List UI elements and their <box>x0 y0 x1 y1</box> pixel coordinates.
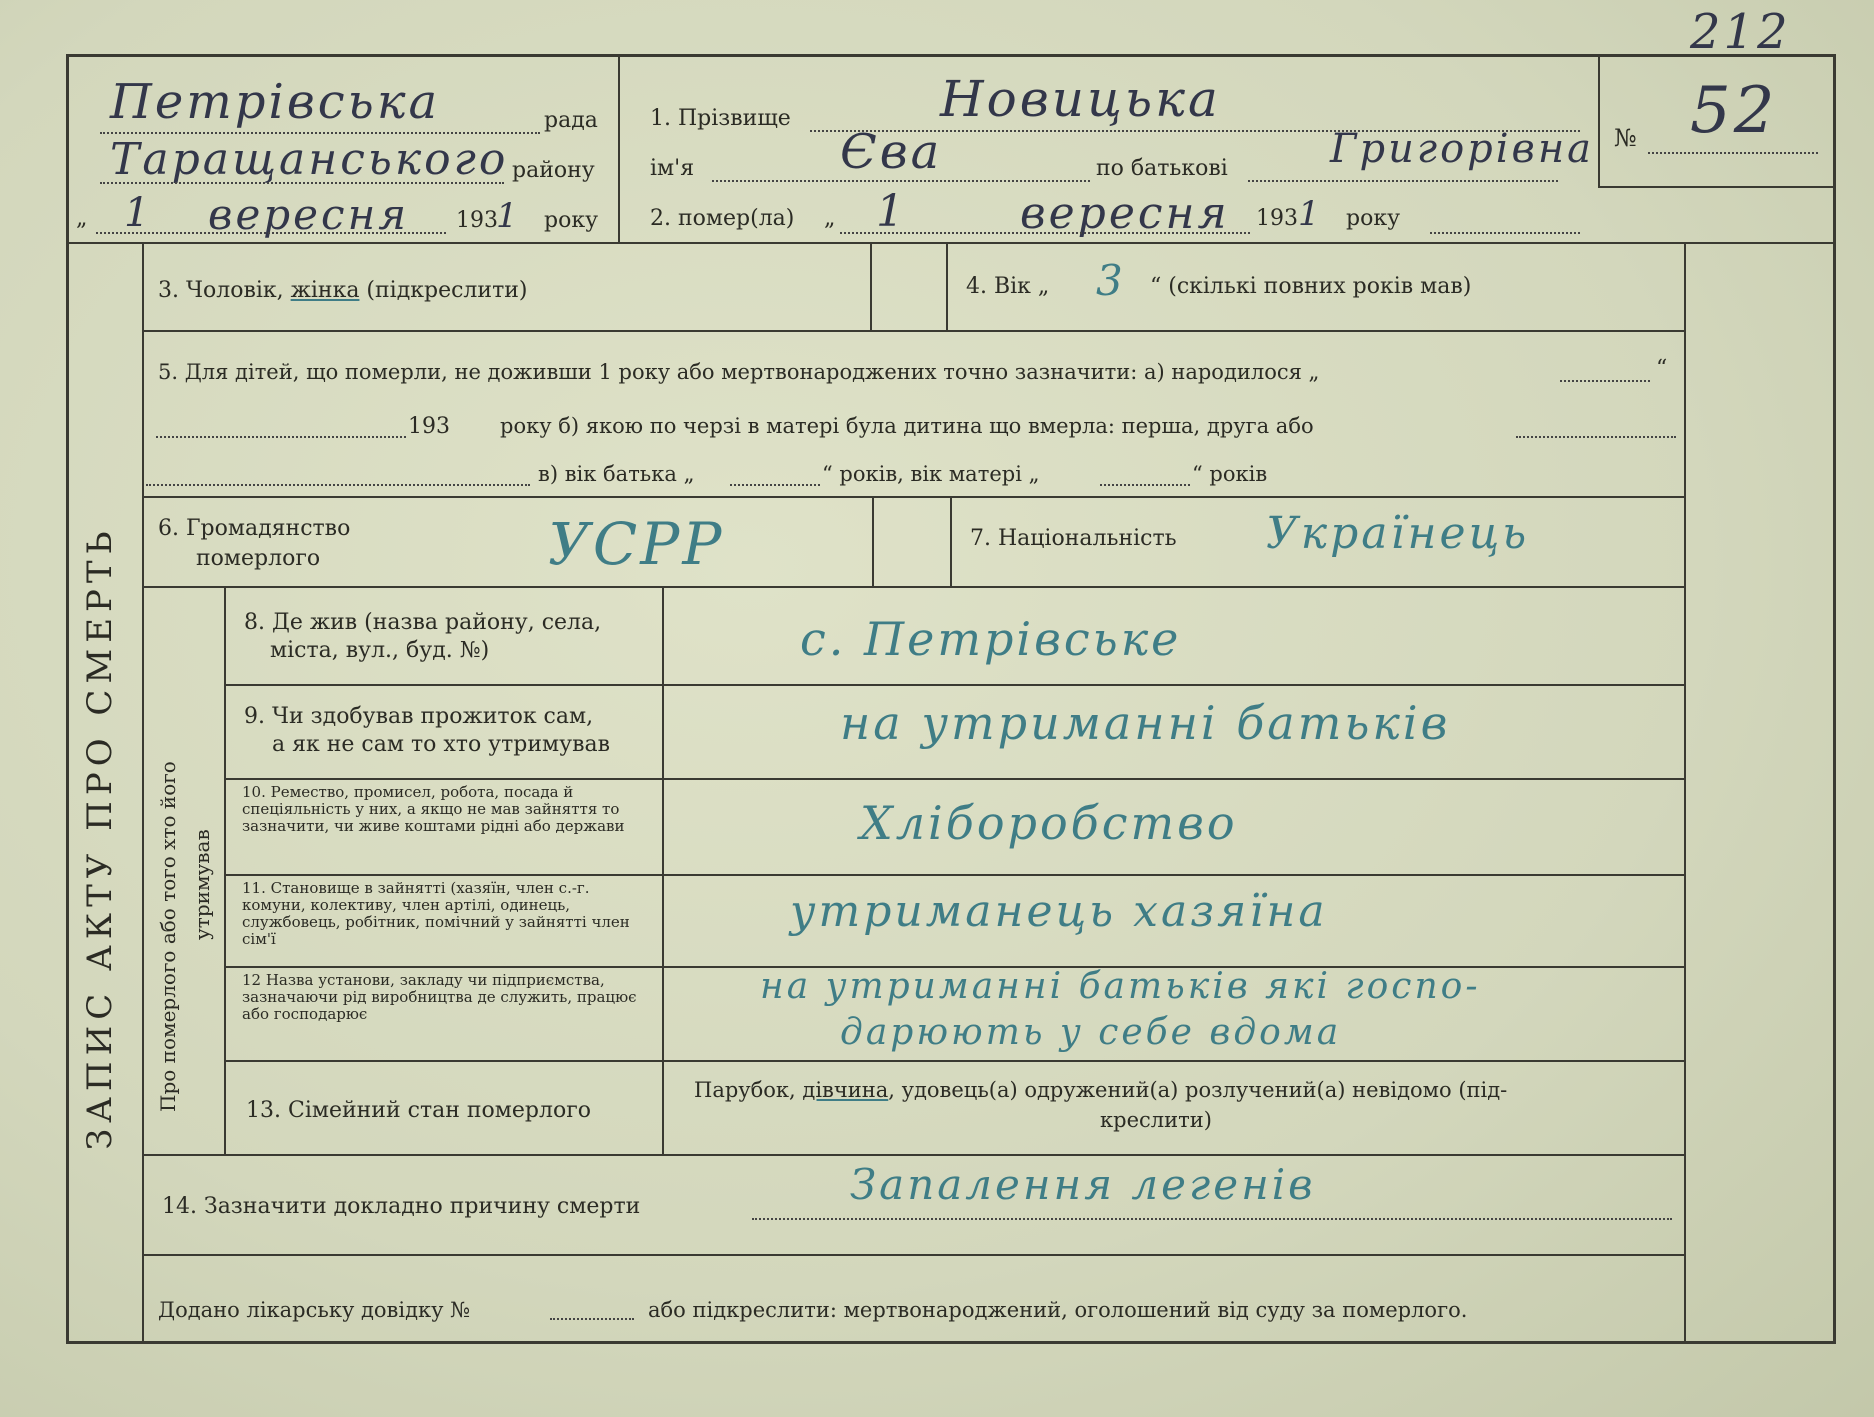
died-year-prefix: 193 <box>1256 206 1298 231</box>
field8-label2: міста, вул., буд. №) <box>270 638 490 663</box>
field5-order2-dotline <box>146 484 530 486</box>
died-month-handwritten: вересня <box>1020 188 1230 239</box>
field4-value-handwritten: 3 <box>1096 256 1126 305</box>
header-number-bottom <box>1598 186 1834 188</box>
died-year-label: року <box>1346 206 1401 231</box>
row67-divider-a <box>872 496 874 586</box>
field7-label: 7. Національність <box>970 526 1177 551</box>
number-dotline <box>1648 152 1818 154</box>
field8-label1: 8. Де жив (назва району, села, <box>244 610 602 635</box>
field14-label: 14. Зазначити докладно причину смерти <box>162 1194 641 1219</box>
field13-options: Парубок, дівчина, удовець(а) одружений(а) розлучений(а) невідомо (під- <box>694 1078 1508 1102</box>
patronymic-label: по батькові <box>1096 156 1228 181</box>
surname-label: 1. Прізвище <box>650 106 791 131</box>
header-divider-1 <box>618 56 620 242</box>
number-handwritten: 52 <box>1690 74 1778 148</box>
field6-label2: померлого <box>196 546 321 571</box>
row9-bottom <box>224 778 1686 780</box>
row14-bottom <box>142 1254 1686 1256</box>
patronymic-dotline <box>1248 180 1558 182</box>
field5-born-dotline <box>1560 380 1650 382</box>
field5-father-dotline <box>730 484 820 486</box>
district-dotline <box>100 182 504 184</box>
field5-line2-year: 193 <box>408 414 450 439</box>
label-column-divider <box>662 586 664 1156</box>
field13-options-line2: креслити) <box>1100 1108 1212 1132</box>
footer-dotline <box>550 1318 634 1320</box>
field12-label: 12 Назва установи, закладу чи підприємства, зазначаючи рід виробництва де служить, працює або господарює <box>242 971 637 1023</box>
surname-handwritten: Новицька <box>940 70 1221 128</box>
field11-value-handwritten: утриманець хазяїна <box>790 886 1328 937</box>
field14-dotline <box>752 1218 1672 1220</box>
field13-label: 13. Сімейний стан померлого <box>246 1098 592 1123</box>
corner-number-handwritten: 212 <box>1690 4 1791 60</box>
field9-label2: а як не сам то хто утримував <box>272 732 610 757</box>
field11-label: 11. Становище в зайнятті (хазяїн, член с.-г. комуни, колективу, член артілі, одинець, службовець, робітник, помічний у зайнятті член сім'ї <box>242 879 630 948</box>
died-dotline <box>840 232 1250 234</box>
date-year-label: року <box>544 208 599 233</box>
field6-label1: 6. Громадянство <box>158 516 351 541</box>
main-left-border <box>142 242 144 1342</box>
council-handwritten: Петрівська <box>110 74 441 130</box>
row8-bottom <box>224 684 1686 686</box>
date-year-handwritten: 1 <box>496 196 521 236</box>
date-month-handwritten: вересня <box>208 190 410 239</box>
name-label: ім'я <box>650 156 695 181</box>
field12-value-line2-handwritten: дарюють у себе вдома <box>840 1012 1342 1053</box>
field5-year-dotline <box>156 436 406 438</box>
date-dotline <box>96 232 446 234</box>
died-label: 2. помер(ла) <box>650 206 795 231</box>
date-year-prefix: 193 <box>456 208 498 233</box>
patronymic-handwritten: Григорівна <box>1330 126 1595 172</box>
field3-label: 3. Чоловік, жінка (підкреслити) <box>158 278 528 303</box>
row34-bottom <box>142 330 1686 332</box>
died-tail-dotline <box>1430 232 1580 234</box>
date-open-quote: „ <box>76 206 88 231</box>
district-label: району <box>512 158 595 183</box>
field5-order-dotline <box>1516 436 1676 438</box>
field9-label1: 9. Чи здобував прожиток сам, <box>244 704 594 729</box>
row34-divider-a <box>870 242 872 332</box>
row12-bottom <box>224 1060 1686 1062</box>
name-dotline <box>712 180 1090 182</box>
main-right-border <box>1684 242 1686 1342</box>
field8-value-handwritten: с. Петрівське <box>800 612 1182 666</box>
field4-label-pre: 4. Вік „ <box>966 274 1050 299</box>
field14-value-handwritten: Запалення легенів <box>850 1160 1316 1209</box>
field9-value-handwritten: на утриманні батьків <box>840 696 1451 750</box>
footer-rest: або підкреслити: мертвонароджений, оголошений від суду за померлого. <box>648 1298 1468 1322</box>
field5-line1-end: “ <box>1656 356 1668 381</box>
number-label: № <box>1614 124 1637 152</box>
district-handwritten: Таращанського <box>110 134 509 185</box>
died-day-handwritten: 1 <box>876 186 907 237</box>
row13-bottom <box>142 1154 1686 1156</box>
about-column-divider <box>224 586 226 1156</box>
footer-label: Додано лікарську довідку № <box>158 1298 471 1322</box>
about-side-line1: Про померлого або того хто його <box>156 761 180 1112</box>
field5-mother-dotline <box>1100 484 1190 486</box>
field5-line3-mid: “ років, вік матері „ <box>822 462 1040 486</box>
field12-value-line1-handwritten: на утриманні батьків які госпо- <box>760 966 1481 1007</box>
header-bottom-line <box>66 242 1836 244</box>
date-day-handwritten: 1 <box>124 190 153 236</box>
row34-divider-b <box>946 242 948 332</box>
field10-label: 10. Ремество, промисел, робота, посада й спеціяльність у них, а якщо не мав зайняття то зазначити, чи живе коштами рідні або держави <box>242 783 625 835</box>
field7-value-handwritten: Українець <box>1266 508 1530 559</box>
name-handwritten: Єва <box>840 124 943 180</box>
field5-line3-end: “ років <box>1192 462 1268 486</box>
row5-bottom <box>142 496 1686 498</box>
row67-divider-b <box>950 496 952 586</box>
field5-line2: року б) якою по черзі в матері була дитина що вмерла: перша, друга або <box>500 414 1314 438</box>
died-open-quote: „ <box>824 206 836 231</box>
field6-value-handwritten: УСРР <box>548 510 725 578</box>
died-year-handwritten: 1 <box>1298 194 1323 234</box>
field5-line1: 5. Для дітей, що померли, не доживши 1 року або мертвонароджених точно зазначити: а) народилося „ <box>158 360 1320 384</box>
council-label: рада <box>544 108 598 133</box>
about-side-line2: утримував <box>190 829 214 940</box>
row67-bottom <box>142 586 1686 588</box>
field4-label-post: “ (скількі повних років мав) <box>1150 274 1472 299</box>
field10-value-handwritten: Хліборобство <box>860 796 1238 850</box>
row10-bottom <box>224 874 1686 876</box>
header-divider-2 <box>1598 56 1600 188</box>
side-title: ЗАПИС АКТУ ПРО СМЕРТЬ <box>80 525 120 1150</box>
field5-line3: в) вік батька „ <box>538 462 695 486</box>
